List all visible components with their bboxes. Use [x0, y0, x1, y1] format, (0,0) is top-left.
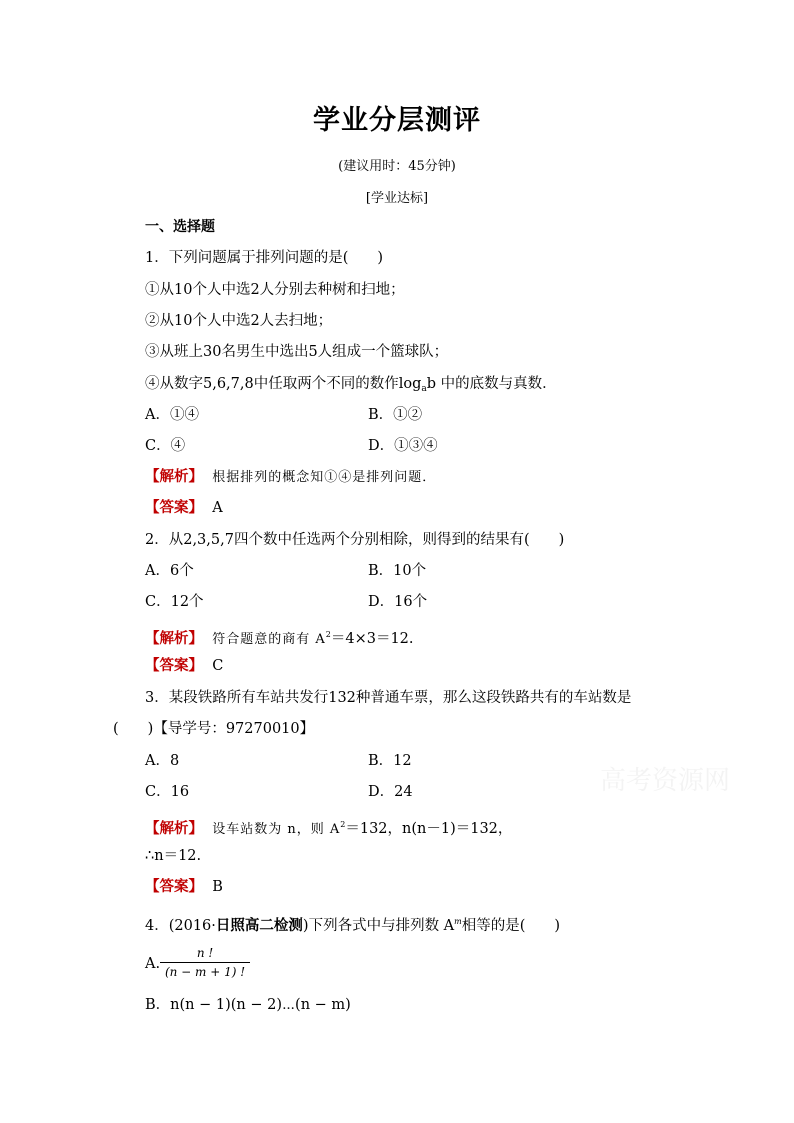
q1-stem: 1．下列问题属于排列问题的是( )	[145, 250, 384, 266]
answer-text: A	[212, 500, 223, 516]
q4-option-a-label: A.	[145, 956, 161, 972]
q1-answer	[145, 498, 223, 518]
log-base: a	[421, 384, 427, 394]
q3-answer	[145, 877, 223, 897]
q3-option-c: C．16	[145, 784, 190, 800]
analysis-text: 根据排列的概念知①④是排列问题．	[212, 470, 437, 485]
q1-option-c: C．④	[145, 438, 186, 454]
answer-tag: 【答案】	[145, 500, 203, 516]
section-heading: 一、选择题	[145, 219, 215, 235]
analysis-text-tail: ＝4×3＝12.	[330, 631, 414, 647]
q2-stem: 2．从2,3,5,7四个数中任选两个分别相除，则得到的结果有( )	[145, 532, 565, 548]
q2-option-d: D．16个	[368, 594, 428, 610]
q3-option-a: A．8	[145, 753, 180, 769]
q2-analysis: 【解析】 符合题意的商有 $A^2=4\times 3=12$.	[145, 630, 414, 647]
q2-answer	[145, 656, 223, 676]
q1-analysis	[145, 467, 436, 488]
q1-option-b: B．①②	[368, 407, 423, 423]
time-note: (建议用时：45分钟)	[338, 159, 456, 174]
q4-stem-post: )下列各式中与排列数 A	[302, 918, 455, 934]
page-title: 学业分层测评	[313, 105, 481, 136]
q2-option-b: B．10个	[368, 563, 427, 579]
q4-option-b: B．n(n − 1)(n − 2)⋯(n − m)	[145, 997, 351, 1013]
q3-analysis-line-2: ∴n＝12.	[145, 848, 202, 864]
q1-item-3: ③从班上30名男生中选出5人组成一个篮球队；	[145, 344, 449, 360]
q3-analysis: 【解析】 设车站数为 n，则 $A^2=132$，n(n－1)＝132，	[145, 820, 513, 837]
q3-option-d: D．24	[368, 784, 413, 800]
q4-stem-pre: 4．(2016·	[145, 918, 216, 934]
answer-tag: 【答案】	[145, 879, 203, 895]
fraction-denominator: (n − m + 1) !	[164, 965, 246, 979]
answer-text: C	[212, 658, 224, 674]
analysis-tag: 【解析】	[145, 821, 203, 837]
q3-stem: 3．某段铁路所有车站共发行132种普通车票，那么这段铁路共有的车站数是	[145, 690, 632, 706]
q3-stem-line-2: ( )【导学号：97270010】	[113, 721, 315, 737]
fraction-numerator: n !	[160, 946, 250, 963]
q2-option-a: A．6个	[145, 563, 194, 579]
analysis-text: 符合题意的商有 A	[212, 632, 326, 647]
q1-option-a: A．①④	[145, 407, 199, 423]
q1-item-4-tail: b 中的底数与真数．	[426, 376, 557, 392]
q2-option-c: C．12个	[145, 594, 204, 610]
q4-option-a-fraction	[160, 946, 250, 979]
section-label: [学业达标]	[365, 191, 429, 206]
q1-option-d: D．①③④	[368, 438, 438, 454]
analysis-text: 设车站数为 n，则 A	[212, 822, 341, 837]
analysis-tag: 【解析】	[145, 469, 203, 485]
q4-source: 日照高二检测	[215, 918, 303, 934]
answer-text: B	[212, 879, 223, 895]
q1-item-4-text: ④从数字5,6,7,8中任取两个不同的数作log	[145, 376, 422, 392]
watermark: 高考资源网	[600, 766, 731, 796]
analysis-text-tail: ＝132，n(n－1)＝132，	[345, 821, 513, 837]
q4-stem: 4．(2016·日照高二检测)下列各式中与排列数 $A^m$相等的是( )	[145, 917, 561, 934]
q1-item-1: ①从10个人中选2人分别去种树和扫地；	[145, 282, 405, 298]
analysis-tag: 【解析】	[145, 631, 203, 647]
q3-option-b: B．12	[368, 753, 412, 769]
answer-tag: 【答案】	[145, 658, 203, 674]
q1-item-2: ②从10个人中选2人去扫地；	[145, 313, 333, 329]
q1-item-4	[145, 374, 557, 399]
q4-stem-tail: 相等的是( )	[461, 918, 561, 934]
